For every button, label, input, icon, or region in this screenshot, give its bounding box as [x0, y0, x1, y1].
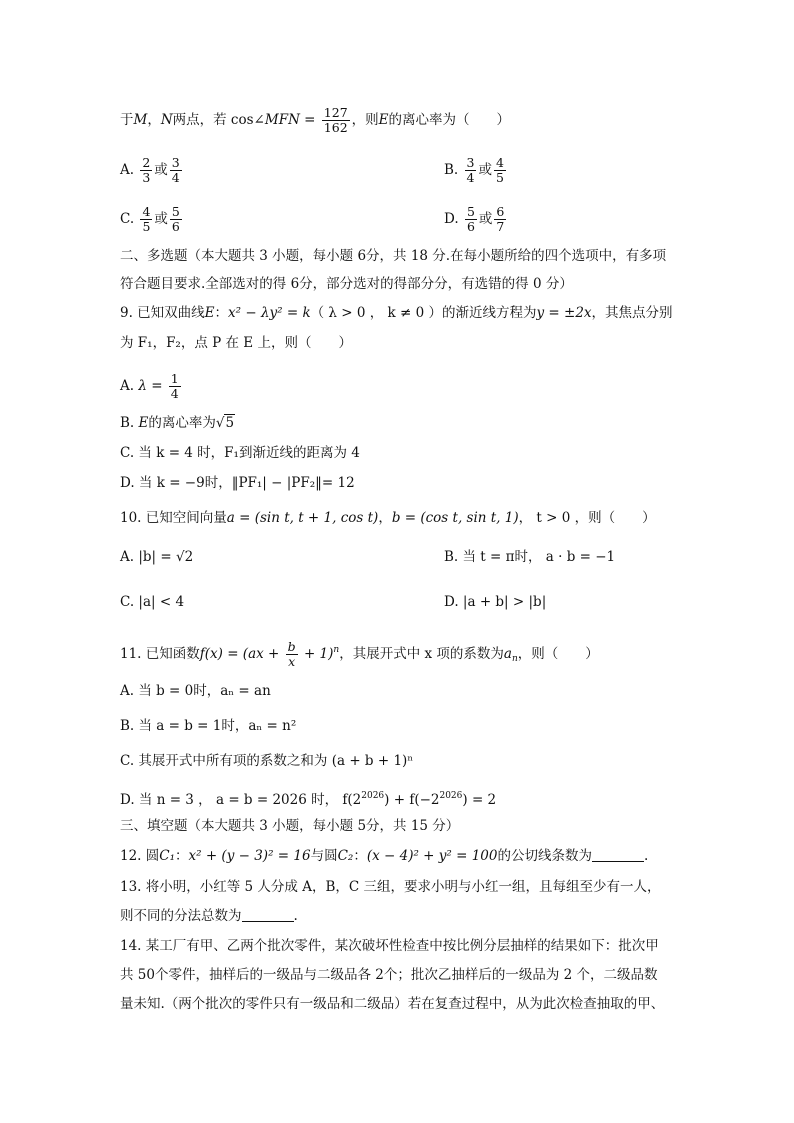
- fraction: [465, 156, 477, 185]
- denominator: x: [288, 654, 296, 669]
- q12-text: ：: [175, 848, 189, 864]
- asymptote-equation: y = ±2x: [536, 305, 592, 321]
- angle-mfn: MFN: [264, 112, 300, 128]
- q9-text: 的离心率为: [148, 415, 216, 431]
- q8-option-c[interactable]: [120, 205, 184, 234]
- q10-text: 10. 已知空间向量: [120, 510, 227, 526]
- q11-option-a[interactable]: A. 当 b = 0时，aₙ = an: [120, 683, 271, 699]
- numerator: 6: [496, 204, 505, 219]
- q14-stem-line2: 共 50个零件，抽样后的一级品与二级品各 2个；批次乙抽样后的一级品为 2 个，二级品数: [120, 967, 658, 983]
- option-label: C.: [120, 211, 135, 227]
- exponent-2026: 2026: [439, 791, 463, 801]
- option-label: B.: [444, 162, 459, 178]
- q9-option-b[interactable]: [120, 413, 235, 433]
- q12-text: 12. 圆: [120, 848, 160, 864]
- q11-optd-text: D. 当 n = 3 ， a = b = 2026 时， f(2: [120, 792, 362, 808]
- q11-option-d[interactable]: [120, 786, 496, 810]
- hyperbola-equation: x² − λy² = k: [228, 305, 311, 321]
- q9-text: ，其焦点分别: [591, 305, 673, 321]
- subscript-n: n: [511, 654, 518, 664]
- q12-text: ：: [353, 848, 367, 864]
- curve-e: E: [138, 415, 149, 431]
- section2-heading-line1: 二、多选题（本大题共 3 小题，每小题 6分，共 18 分.在每小题所给的四个选项中，有多项: [120, 248, 667, 264]
- sqrt-5: √5: [215, 415, 235, 431]
- q8-text: 于: [120, 112, 134, 128]
- option-label: A.: [120, 162, 135, 178]
- numerator: 4: [495, 155, 504, 170]
- option-label: B.: [120, 415, 135, 431]
- q13-stem-line1: 13. 将小明，小红等 5 人分成 A，B，C 三组，要求小明与小红一组，且每组至少有一人，: [120, 879, 661, 895]
- curve-e: E: [378, 112, 389, 128]
- denominator: 4: [171, 170, 180, 185]
- q8-option-a[interactable]: [120, 156, 184, 185]
- fraction: [170, 205, 182, 234]
- denominator: 6: [171, 219, 180, 234]
- denominator: 4: [466, 170, 475, 185]
- q12-stem: [120, 846, 648, 866]
- q9-option-a[interactable]: [120, 372, 183, 401]
- q8-text: ，: [147, 112, 161, 128]
- radicand: 5: [225, 415, 235, 431]
- q8-text: ，则: [351, 112, 379, 128]
- answer-blank[interactable]: [242, 907, 294, 922]
- or-text: 或: [478, 211, 493, 227]
- fraction: [465, 205, 477, 234]
- fraction: [494, 156, 506, 185]
- q11-stem: [120, 640, 599, 669]
- fraction: [170, 156, 182, 185]
- section2-heading-line2: 符合题目要求.全部选对的得 6分，部分选对的得部分分，有选错的得 0 分）: [120, 276, 573, 292]
- or-text: 或: [154, 211, 168, 227]
- q11-option-b[interactable]: B. 当 a = b = 1时，aₙ = n²: [120, 718, 297, 734]
- denominator: 6: [466, 219, 475, 234]
- q9-text: ：: [214, 305, 229, 321]
- numerator: 5: [171, 204, 180, 219]
- option-label: D.: [444, 211, 459, 227]
- or-text: 或: [478, 162, 492, 178]
- fraction: [140, 205, 152, 234]
- q10-option-d[interactable]: D. |a + b| > |b|: [444, 594, 547, 610]
- numerator: 4: [142, 204, 151, 219]
- fraction-127-162: [322, 106, 350, 135]
- q13-stem-line2: [120, 906, 298, 926]
- q12-text: .: [643, 848, 649, 864]
- q14-stem-line1: 14. 某工厂有甲、乙两个批次零件，某次破坏性检查中按比例分层抽样的结果如下：批次甲: [120, 938, 659, 954]
- numerator: 1: [170, 371, 179, 386]
- q11-option-c[interactable]: C. 其展开式中所有项的系数之和为 (a + b + 1)ⁿ: [120, 753, 414, 769]
- q10-option-a[interactable]: A. |b| = √2: [120, 549, 194, 565]
- denominator: 5: [142, 219, 151, 234]
- q11-optd-text: ) + f(−2: [384, 792, 440, 808]
- q11-optd-text: ) = 2: [462, 792, 497, 808]
- option-label: A.: [120, 378, 135, 394]
- circle-c2: C₂: [337, 848, 354, 864]
- function-expr: f(x) = (ax +: [199, 646, 284, 662]
- denominator: 3: [142, 170, 151, 185]
- vector-a: a = (sin t, t + 1, cos t): [226, 510, 379, 526]
- q11-text: ，则（ ）: [517, 646, 599, 662]
- point-n: N: [160, 112, 173, 128]
- or-text: 或: [154, 162, 168, 178]
- denominator: 4: [170, 386, 179, 401]
- q10-option-c[interactable]: C. |a| < 4: [120, 594, 185, 610]
- q9-text: 9. 已知双曲线: [120, 305, 205, 321]
- q9-option-c[interactable]: C. 当 k = 4 时，F₁到渐近线的距离为 4: [120, 445, 360, 461]
- denominator: 7: [496, 219, 505, 234]
- q11-text: 11. 已知函数: [120, 646, 200, 662]
- q11-text: ，其展开式中 x 项的系数为: [339, 646, 504, 662]
- q8-text: 的离心率为（ ）: [388, 112, 511, 128]
- denominator: 162: [323, 120, 348, 135]
- circle-c1-equation: x² + (y − 3)² = 16: [188, 848, 311, 864]
- fraction-1-4: [169, 372, 181, 401]
- q8-text: 两点，若 cos∠: [172, 112, 265, 128]
- circle-c2-equation: (x − 4)² + y² = 100: [366, 848, 498, 864]
- exponent: n: [333, 645, 340, 655]
- lambda-eq: λ =: [138, 378, 167, 394]
- vector-b: b = (cos t, sin t, 1): [391, 510, 519, 526]
- q9-stem-line2: 为 F₁，F₂，点 P 在 E 上，则（ ）: [120, 335, 352, 351]
- numerator: 3: [466, 155, 475, 170]
- q8-text: =: [299, 112, 320, 128]
- fraction-b-over-x: [286, 640, 298, 669]
- function-expr: + 1): [299, 646, 334, 662]
- q9-option-d[interactable]: D. 当 k = −9时，‖PF₁| − |PF₂‖= 12: [120, 475, 355, 491]
- fraction: [494, 205, 506, 234]
- numerator: 5: [466, 204, 475, 219]
- q8-option-b[interactable]: [444, 156, 508, 185]
- q12-text: 与圆: [310, 848, 338, 864]
- q13-text: 则不同的分法总数为: [120, 908, 242, 924]
- denominator: 5: [495, 170, 504, 185]
- answer-blank[interactable]: [592, 847, 644, 862]
- numerator: 3: [171, 155, 180, 170]
- point-m: M: [133, 112, 148, 128]
- section3-heading: 三、填空题（本大题共 3 小题，每小题 5分，共 15 分）: [120, 818, 460, 834]
- q8-option-d[interactable]: [444, 205, 508, 234]
- q9-stem-line1: [120, 303, 673, 323]
- q10-stem: [120, 508, 656, 528]
- coefficient-a: a: [503, 646, 512, 662]
- circle-c1: C₁: [159, 848, 176, 864]
- q8-stem-tail: [120, 106, 510, 135]
- numerator: b: [287, 639, 296, 654]
- q9-text: （ λ > 0 ， k ≠ 0 ）的渐近线方程为: [310, 305, 537, 321]
- exponent-2026: 2026: [361, 791, 385, 801]
- q14-stem-line3: 量未知.（两个批次的零件只有一级品和二级品）若在复查过程中，从为此次检查抽取的甲、: [120, 996, 665, 1012]
- numerator: 2: [142, 155, 151, 170]
- numerator: 127: [323, 105, 348, 120]
- q10-option-b[interactable]: B. 当 t = π时， a · b = −1: [444, 549, 616, 565]
- q13-text: .: [293, 908, 298, 924]
- q10-text: ，: [378, 510, 392, 526]
- curve-e: E: [204, 305, 215, 321]
- q10-text: ， t > 0 ，则（ ）: [518, 510, 656, 526]
- q12-text: 的公切线条数为: [497, 848, 592, 864]
- fraction: [140, 156, 152, 185]
